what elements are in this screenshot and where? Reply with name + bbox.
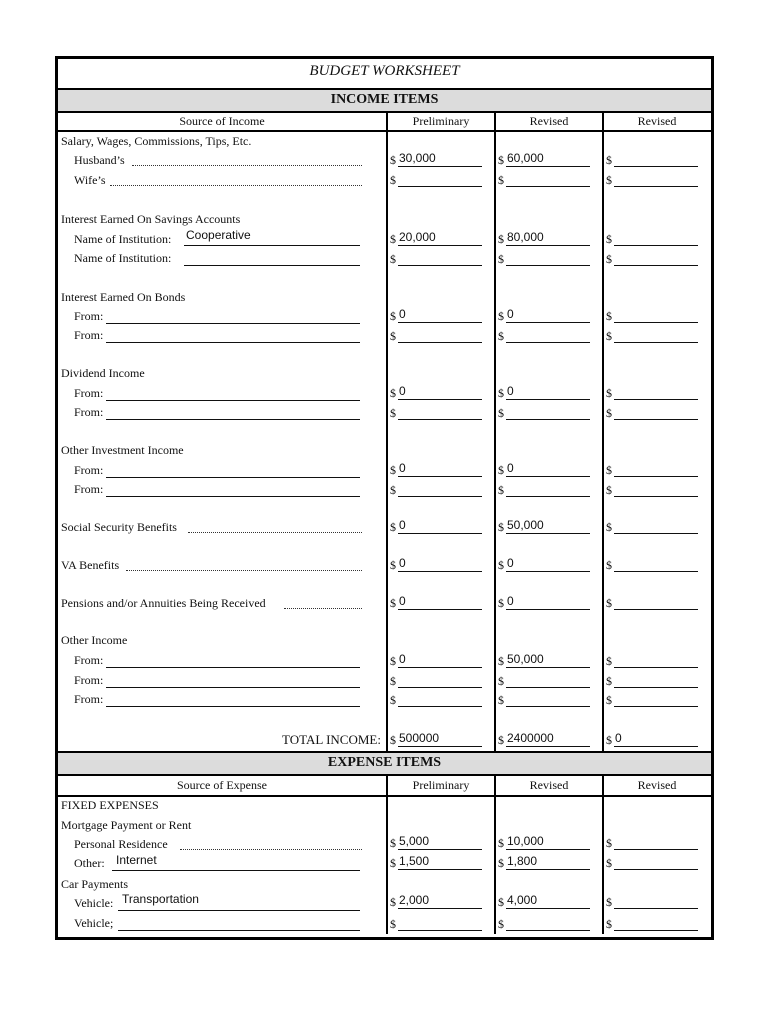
col-preliminary: Preliminary — [412, 778, 470, 792]
income-amount-field-rev2[interactable] — [614, 166, 698, 167]
income-row-label: Wife’s — [74, 173, 106, 187]
col-line — [494, 774, 496, 934]
income-amount-value: 0 — [399, 307, 406, 321]
dollar-sign: $ — [498, 596, 504, 610]
income-amount-field-prelim[interactable] — [398, 476, 482, 477]
income-row-label: From: — [74, 673, 104, 687]
dollar-sign: $ — [498, 856, 504, 870]
car-payments-heading: Car Payments — [61, 877, 128, 891]
income-amount-field-rev2[interactable] — [614, 571, 698, 572]
dollar-sign: $ — [498, 917, 504, 931]
col-preliminary: Preliminary — [412, 114, 470, 128]
from-field[interactable] — [106, 706, 360, 707]
from-field[interactable] — [106, 496, 360, 497]
income-amount-field-prelim[interactable] — [398, 687, 482, 688]
income-row-label: Name of Institution: — [74, 232, 172, 246]
income-amount-value: 20,000 — [399, 230, 436, 244]
col-revised-2: Revised — [637, 114, 677, 128]
dollar-sign: $ — [390, 153, 396, 167]
income-amount-field-rev1[interactable] — [506, 667, 590, 668]
income-amount-field-rev2[interactable] — [614, 342, 698, 343]
dollar-sign: $ — [498, 463, 504, 477]
income-amount-value: 0 — [507, 594, 514, 608]
dot-leader — [132, 165, 362, 166]
vehicle-field[interactable] — [118, 930, 360, 931]
dollar-sign: $ — [606, 329, 612, 343]
dollar-sign: $ — [498, 252, 504, 266]
dollar-sign: $ — [606, 153, 612, 167]
expense-amount-field-rev2[interactable] — [614, 930, 698, 931]
expense-amount-field-rev2[interactable] — [614, 849, 698, 850]
group-heading: Salary, Wages, Commissions, Tips, Etc. — [61, 134, 252, 148]
income-amount-field-rev2[interactable] — [614, 496, 698, 497]
dollar-sign: $ — [390, 386, 396, 400]
income-row-label: From: — [74, 653, 104, 667]
income-amount-field-rev1[interactable] — [506, 166, 590, 167]
income-row-label: Husband’s — [74, 153, 125, 167]
dollar-sign: $ — [498, 386, 504, 400]
dollar-sign: $ — [606, 674, 612, 688]
income-amount-field-rev1[interactable] — [506, 419, 590, 420]
income-amount-field-prelim[interactable] — [398, 609, 482, 610]
income-amount-field-prelim[interactable] — [398, 419, 482, 420]
income-amount-field-rev2[interactable] — [614, 322, 698, 323]
col-line — [602, 774, 604, 934]
divider — [58, 130, 711, 132]
total-income-amount-value: 500000 — [399, 731, 440, 745]
col-source-expense: Source of Expense — [177, 778, 267, 792]
col-line — [386, 111, 388, 751]
expense-amount-value: 10,000 — [507, 834, 544, 848]
income-amount-field-prelim[interactable] — [398, 399, 482, 400]
dollar-sign: $ — [606, 917, 612, 931]
dollar-sign: $ — [606, 693, 612, 707]
income-amount-field-rev1[interactable] — [506, 322, 590, 323]
mortgage-heading: Mortgage Payment or Rent — [61, 818, 192, 832]
income-amount-field-rev2[interactable] — [614, 476, 698, 477]
income-amount-field-rev1[interactable] — [506, 496, 590, 497]
expense-row-label: Other: — [74, 856, 105, 870]
dollar-sign: $ — [606, 173, 612, 187]
expense-amount-value: 1,500 — [399, 854, 430, 868]
dollar-sign: $ — [390, 329, 396, 343]
income-amount-field-rev1[interactable] — [506, 571, 590, 572]
expense-amount-field-prelim[interactable] — [398, 869, 482, 870]
expense-amount-value: 2,000 — [399, 893, 430, 907]
dollar-sign: $ — [390, 173, 396, 187]
income-amount-value: 0 — [399, 652, 406, 666]
income-amount-value: 0 — [507, 384, 514, 398]
from-field[interactable] — [106, 323, 360, 324]
from-field[interactable] — [106, 667, 360, 668]
income-amount-field-rev1[interactable] — [506, 476, 590, 477]
income-amount-value: 0 — [399, 594, 406, 608]
expense-amount-field-rev1[interactable] — [506, 930, 590, 931]
expense-amount-field-rev1[interactable] — [506, 908, 590, 909]
expense-row-label: Vehicle: — [74, 896, 114, 910]
dollar-sign: $ — [498, 232, 504, 246]
expense-amount-field-prelim[interactable] — [398, 849, 482, 850]
dollar-sign: $ — [498, 895, 504, 909]
group-heading: Dividend Income — [61, 366, 145, 380]
income-amount-field-rev2[interactable] — [614, 186, 698, 187]
dollar-sign: $ — [606, 309, 612, 323]
dollar-sign: $ — [606, 654, 612, 668]
expense-amount-value: 5,000 — [399, 834, 430, 848]
dollar-sign: $ — [498, 406, 504, 420]
income-amount-field-prelim[interactable] — [398, 706, 482, 707]
dollar-sign: $ — [606, 386, 612, 400]
income-amount-field-rev2[interactable] — [614, 687, 698, 688]
dot-leader — [110, 185, 362, 186]
income-row-label: VA Benefits — [61, 558, 120, 572]
income-row-label: Social Security Benefits — [61, 520, 177, 534]
expense-amount-value: 4,000 — [507, 893, 538, 907]
dollar-sign: $ — [498, 674, 504, 688]
dot-leader — [188, 532, 362, 533]
dollar-sign: $ — [390, 406, 396, 420]
dollar-sign: $ — [390, 463, 396, 477]
dollar-sign: $ — [606, 232, 612, 246]
income-amount-field-rev1[interactable] — [506, 245, 590, 246]
dollar-sign: $ — [390, 917, 396, 931]
income-row-label: Pensions and/or Annuities Being Received — [61, 596, 266, 610]
income-amount-field-rev1[interactable] — [506, 609, 590, 610]
group-heading: Interest Earned On Bonds — [61, 290, 186, 304]
income-amount-value: 60,000 — [507, 151, 544, 165]
income-amount-field-rev2[interactable] — [614, 609, 698, 610]
from-field[interactable] — [106, 342, 360, 343]
expense-section-title: EXPENSE ITEMS — [327, 755, 442, 770]
income-amount-field-rev1[interactable] — [506, 533, 590, 534]
income-amount-field-rev1[interactable] — [506, 706, 590, 707]
institution-field[interactable] — [184, 245, 360, 246]
income-section-title: INCOME ITEMS — [330, 92, 439, 107]
dollar-sign: $ — [390, 483, 396, 497]
dollar-sign: $ — [390, 252, 396, 266]
expense-row-label: Personal Residence — [74, 837, 168, 851]
income-amount-field-rev1[interactable] — [506, 399, 590, 400]
dollar-sign: $ — [606, 733, 612, 747]
col-revised-1: Revised — [529, 778, 569, 792]
dot-leader — [284, 608, 362, 609]
expense-amount-field-rev2[interactable] — [614, 869, 698, 870]
col-line — [494, 111, 496, 751]
income-row-label: From: — [74, 692, 104, 706]
from-field[interactable] — [106, 419, 360, 420]
income-amount-field-rev2[interactable] — [614, 419, 698, 420]
col-revised-1: Revised — [529, 114, 569, 128]
income-amount-value: 0 — [399, 461, 406, 475]
dollar-sign: $ — [390, 674, 396, 688]
from-field[interactable] — [106, 687, 360, 688]
dollar-sign: $ — [498, 733, 504, 747]
income-amount-value: 0 — [399, 518, 406, 532]
income-row-label: Name of Institution: — [74, 251, 172, 265]
dollar-sign: $ — [390, 232, 396, 246]
income-row-label: From: — [74, 309, 104, 323]
income-amount-value: 0 — [399, 384, 406, 398]
income-row-label: From: — [74, 328, 104, 342]
divider — [58, 111, 711, 113]
institution-value: Cooperative — [186, 228, 251, 242]
income-amount-field-prelim[interactable] — [398, 322, 482, 323]
dollar-sign: $ — [390, 836, 396, 850]
dollar-sign: $ — [390, 693, 396, 707]
income-amount-field-rev2[interactable] — [614, 399, 698, 400]
income-amount-field-rev1[interactable] — [506, 342, 590, 343]
dollar-sign: $ — [390, 558, 396, 572]
dollar-sign: $ — [390, 856, 396, 870]
income-amount-value: 50,000 — [507, 652, 544, 666]
income-amount-field-rev2[interactable] — [614, 667, 698, 668]
income-row-label: From: — [74, 482, 104, 496]
other-field[interactable] — [112, 870, 360, 871]
dot-leader — [180, 849, 362, 850]
dot-leader — [126, 570, 362, 571]
total-income-amount-field-prelim[interactable] — [398, 746, 482, 747]
expense-amount-field-prelim[interactable] — [398, 930, 482, 931]
dollar-sign: $ — [606, 252, 612, 266]
income-row-label: From: — [74, 405, 104, 419]
other-value: Internet — [116, 853, 157, 867]
dollar-sign: $ — [390, 520, 396, 534]
dollar-sign: $ — [390, 596, 396, 610]
dollar-sign: $ — [606, 406, 612, 420]
dollar-sign: $ — [606, 596, 612, 610]
income-amount-field-rev2[interactable] — [614, 245, 698, 246]
expense-amount-value: 1,800 — [507, 854, 538, 868]
income-amount-value: 30,000 — [399, 151, 436, 165]
total-income-amount-value: 2400000 — [507, 731, 554, 745]
dollar-sign: $ — [606, 463, 612, 477]
income-amount-field-prelim[interactable] — [398, 533, 482, 534]
from-field[interactable] — [106, 400, 360, 401]
income-amount-field-prelim[interactable] — [398, 186, 482, 187]
worksheet-title: BUDGET WORKSHEET — [309, 63, 460, 79]
col-revised-2: Revised — [637, 778, 677, 792]
fixed-expenses-heading: FIXED EXPENSES — [61, 798, 159, 812]
dollar-sign: $ — [606, 895, 612, 909]
expense-amount-field-rev2[interactable] — [614, 908, 698, 909]
col-line — [602, 111, 604, 751]
dollar-sign: $ — [606, 558, 612, 572]
col-line — [386, 774, 388, 934]
income-amount-field-prelim[interactable] — [398, 571, 482, 572]
income-amount-value: 0 — [507, 556, 514, 570]
col-source-income: Source of Income — [179, 114, 265, 128]
vehicle-value: Transportation — [122, 892, 199, 906]
income-row-label: From: — [74, 463, 104, 477]
group-heading: Other Investment Income — [61, 443, 184, 457]
income-amount-value: 50,000 — [507, 518, 544, 532]
income-amount-field-rev2[interactable] — [614, 265, 698, 266]
dollar-sign: $ — [498, 520, 504, 534]
income-amount-value: 0 — [507, 461, 514, 475]
group-heading: Other Income — [61, 633, 128, 647]
income-row-label: From: — [74, 386, 104, 400]
divider — [58, 795, 711, 797]
expense-row-label: Vehicle; — [74, 916, 114, 930]
dollar-sign: $ — [606, 483, 612, 497]
income-amount-field-prelim[interactable] — [398, 667, 482, 668]
dollar-sign: $ — [390, 654, 396, 668]
dollar-sign: $ — [498, 836, 504, 850]
income-amount-value: 0 — [507, 307, 514, 321]
income-amount-field-prelim[interactable] — [398, 245, 482, 246]
income-amount-field-rev2[interactable] — [614, 706, 698, 707]
expense-amount-field-prelim[interactable] — [398, 908, 482, 909]
dollar-sign: $ — [390, 895, 396, 909]
dollar-sign: $ — [498, 558, 504, 572]
income-amount-field-rev2[interactable] — [614, 533, 698, 534]
expense-amount-field-rev1[interactable] — [506, 869, 590, 870]
total-income-label: TOTAL INCOME: — [282, 732, 381, 747]
total-income-amount-value: 0 — [615, 731, 622, 745]
institution-field[interactable] — [184, 265, 360, 266]
dollar-sign: $ — [498, 329, 504, 343]
total-income-amount-field-rev2[interactable] — [614, 746, 698, 747]
income-amount-field-prelim[interactable] — [398, 496, 482, 497]
income-amount-field-rev1[interactable] — [506, 186, 590, 187]
group-heading: Interest Earned On Savings Accounts — [61, 212, 241, 226]
dollar-sign: $ — [606, 856, 612, 870]
dollar-sign: $ — [606, 836, 612, 850]
income-amount-field-prelim[interactable] — [398, 265, 482, 266]
dollar-sign: $ — [498, 483, 504, 497]
from-field[interactable] — [106, 477, 360, 478]
expense-amount-field-rev1[interactable] — [506, 849, 590, 850]
dollar-sign: $ — [390, 733, 396, 747]
income-amount-field-prelim[interactable] — [398, 342, 482, 343]
income-amount-field-rev1[interactable] — [506, 687, 590, 688]
income-amount-field-rev1[interactable] — [506, 265, 590, 266]
dollar-sign: $ — [498, 693, 504, 707]
vehicle-field[interactable] — [118, 910, 360, 911]
income-amount-value: 80,000 — [507, 230, 544, 244]
income-amount-value: 0 — [399, 556, 406, 570]
divider — [58, 774, 711, 776]
dollar-sign: $ — [498, 654, 504, 668]
dollar-sign: $ — [498, 173, 504, 187]
total-income-amount-field-rev1[interactable] — [506, 746, 590, 747]
dollar-sign: $ — [606, 520, 612, 534]
dollar-sign: $ — [390, 309, 396, 323]
dollar-sign: $ — [498, 153, 504, 167]
income-amount-field-prelim[interactable] — [398, 166, 482, 167]
dollar-sign: $ — [498, 309, 504, 323]
